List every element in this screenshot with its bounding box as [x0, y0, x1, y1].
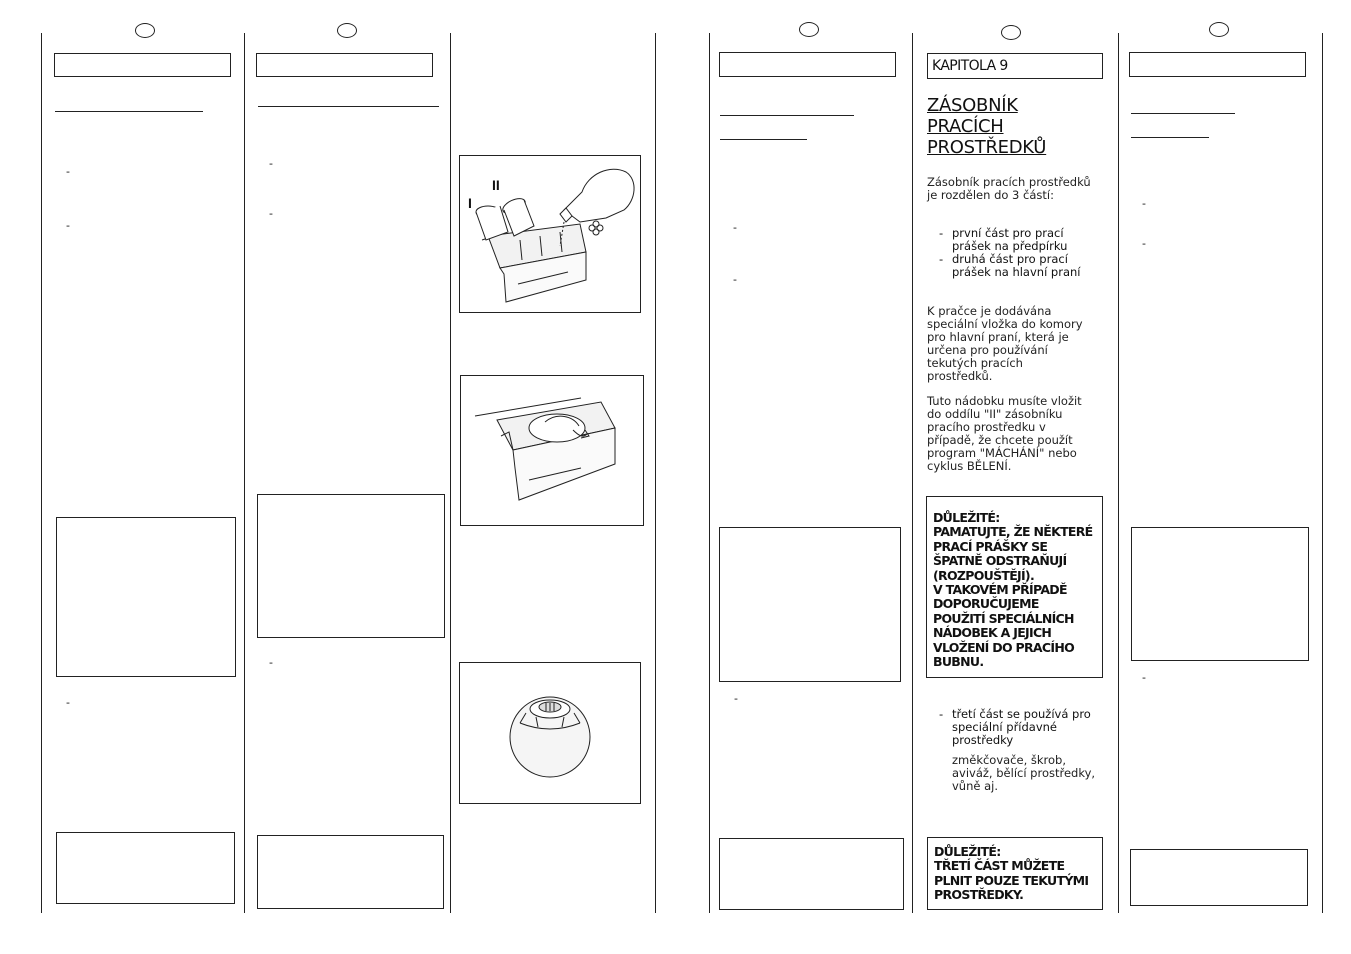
column-rule-4	[655, 33, 656, 913]
insert-text	[927, 305, 1111, 383]
text-line: pro hlavní praní, která je	[927, 330, 1069, 344]
figure-drawer-insert	[460, 375, 644, 526]
text-line: PROSTŘEDKY.	[934, 887, 1024, 903]
text-line: VLOŽENÍ DO PRACÍHO	[933, 639, 1075, 655]
list-dash: -	[734, 692, 738, 705]
section-title-underline	[720, 115, 854, 116]
language-badge	[1001, 25, 1021, 40]
text-line: PLNIT POUZE TEKUTÝMI	[934, 872, 1089, 888]
text-line: cyklus BĚLENÍ.	[927, 459, 1012, 473]
text-line: speciální přídavné	[952, 720, 1058, 734]
list-dash: -	[1142, 197, 1146, 210]
text-line: aviváž, bělící prostředky,	[952, 766, 1096, 780]
text-line: program "MÁCHÁNÍ" nebo	[927, 446, 1077, 460]
figure-pouring-detergent	[459, 155, 641, 313]
section-title-underline	[55, 111, 203, 112]
list-dash: -	[66, 165, 70, 178]
text-line: DŮLEŽITÉ:	[934, 844, 1001, 859]
text-line: prostředky	[952, 733, 1014, 747]
section-title-line: PRACÍCH	[927, 116, 1004, 137]
text-line: prášek na hlavní praní	[952, 265, 1081, 279]
section-title-underline	[720, 139, 807, 140]
text-line: TŘETÍ ČÁST MŮŽETE	[934, 858, 1065, 874]
text-line: NÁDOBEK A JEJICH	[933, 625, 1052, 641]
important-note-box	[927, 837, 1103, 910]
list-dash: -	[733, 221, 737, 234]
text-line: první část pro prací	[952, 226, 1064, 240]
section-title-line: ZÁSOBNÍK	[927, 95, 1018, 116]
note-box	[719, 527, 901, 682]
note-box	[257, 494, 445, 638]
chapter-header-box	[719, 52, 896, 77]
column-rule-1	[41, 33, 42, 913]
text-line: určena pro používání	[927, 343, 1048, 357]
text-line: DŮLEŽITÉ:	[933, 510, 1000, 525]
list-item-text	[952, 708, 1091, 747]
figure-dosing-ball	[459, 662, 641, 804]
text-line: V TAKOVÉM PŘÍPADĚ	[933, 582, 1067, 598]
text-line: vůně aj.	[952, 779, 999, 793]
text-line: případě, že chcete použít	[927, 433, 1073, 447]
list-dash: -	[1142, 671, 1146, 684]
figure-label-i: I	[468, 195, 472, 211]
list-dash: -	[66, 219, 70, 232]
list-item	[939, 227, 1109, 255]
text-line: speciální vložka do komory	[927, 317, 1083, 331]
language-badge	[799, 22, 819, 37]
figure-label-ii: II	[492, 177, 500, 193]
text-line: POUŽITÍ SPECIÁLNÍCH	[933, 610, 1074, 626]
text-line: Tuto nádobku musíte vložit	[927, 394, 1082, 408]
language-badge	[135, 23, 155, 38]
text-line: změkčovače, škrob,	[952, 753, 1067, 767]
text-line: třetí část se používá pro	[952, 707, 1091, 721]
text-line: ŠPATNĚ ODSTRAŇUJÍ	[933, 553, 1067, 569]
text-line: druhá část pro prací	[952, 252, 1068, 266]
list-dash: -	[939, 707, 944, 721]
list-dash: -	[66, 696, 70, 709]
additives-text	[952, 754, 1112, 793]
list-item-text	[952, 227, 1067, 253]
note-box	[1130, 849, 1308, 906]
section-title-underline	[1131, 137, 1209, 138]
section-title-underline	[258, 106, 439, 107]
list-dash: -	[939, 226, 944, 240]
language-badge	[1209, 22, 1229, 37]
list-dash: -	[269, 157, 273, 170]
list-item	[939, 708, 1111, 750]
text-line: DOPORUČUJEME	[933, 596, 1039, 612]
text-line: pracího prostředku v	[927, 420, 1046, 434]
text-line: K pračce je dodávána	[927, 304, 1052, 318]
note-box	[1131, 527, 1309, 661]
list-dash: -	[1142, 237, 1146, 250]
list-dash: -	[269, 207, 273, 220]
column-rule-7	[1118, 33, 1119, 913]
note-box	[257, 835, 444, 909]
column-rule-8	[1322, 33, 1323, 913]
list-dash: -	[733, 273, 737, 286]
note-box	[56, 832, 235, 904]
text-line: (ROZPOUŠTĚJÍ).	[933, 567, 1034, 583]
section-title-underline	[1131, 113, 1235, 114]
text-line: prášek na předpírku	[952, 239, 1068, 253]
text-line: PAMATUJTE, ŽE NĚKTERÉ	[933, 524, 1093, 540]
chapter-header-box	[256, 53, 433, 77]
list-item-text	[952, 253, 1080, 279]
intro-text	[927, 176, 1111, 202]
note-box	[56, 517, 236, 677]
text-line: BUBNU.	[933, 654, 984, 670]
note-box	[719, 838, 904, 910]
chapter-header-box	[54, 53, 231, 77]
flower-icon	[589, 221, 603, 235]
section-title	[927, 95, 1107, 158]
column-rule-3	[450, 33, 451, 913]
column-rule-5	[709, 33, 710, 913]
list-item	[939, 253, 1109, 281]
column-rule-2	[244, 33, 245, 913]
text-line: tekutých pracích	[927, 356, 1023, 370]
important-note-box	[926, 496, 1103, 678]
text-line: do oddílu "II" zásobníku	[927, 407, 1063, 421]
text-line: PRACÍ PRÁŠKY SE	[933, 538, 1048, 554]
text-line: Zásobník pracích prostředků	[927, 175, 1091, 189]
section-title-line: PROSTŘEDKŮ	[927, 137, 1047, 158]
text-line: prostředků.	[927, 369, 993, 383]
usage-text	[927, 395, 1111, 473]
chapter-header-box	[1129, 52, 1306, 77]
column-rule-6	[912, 33, 913, 913]
text-line: je rozdělen do 3 částí:	[927, 188, 1054, 202]
chapter-label: KAPITOLA 9	[927, 53, 1103, 79]
list-dash: -	[269, 656, 273, 669]
list-dash: -	[939, 252, 944, 266]
language-badge	[337, 23, 357, 38]
